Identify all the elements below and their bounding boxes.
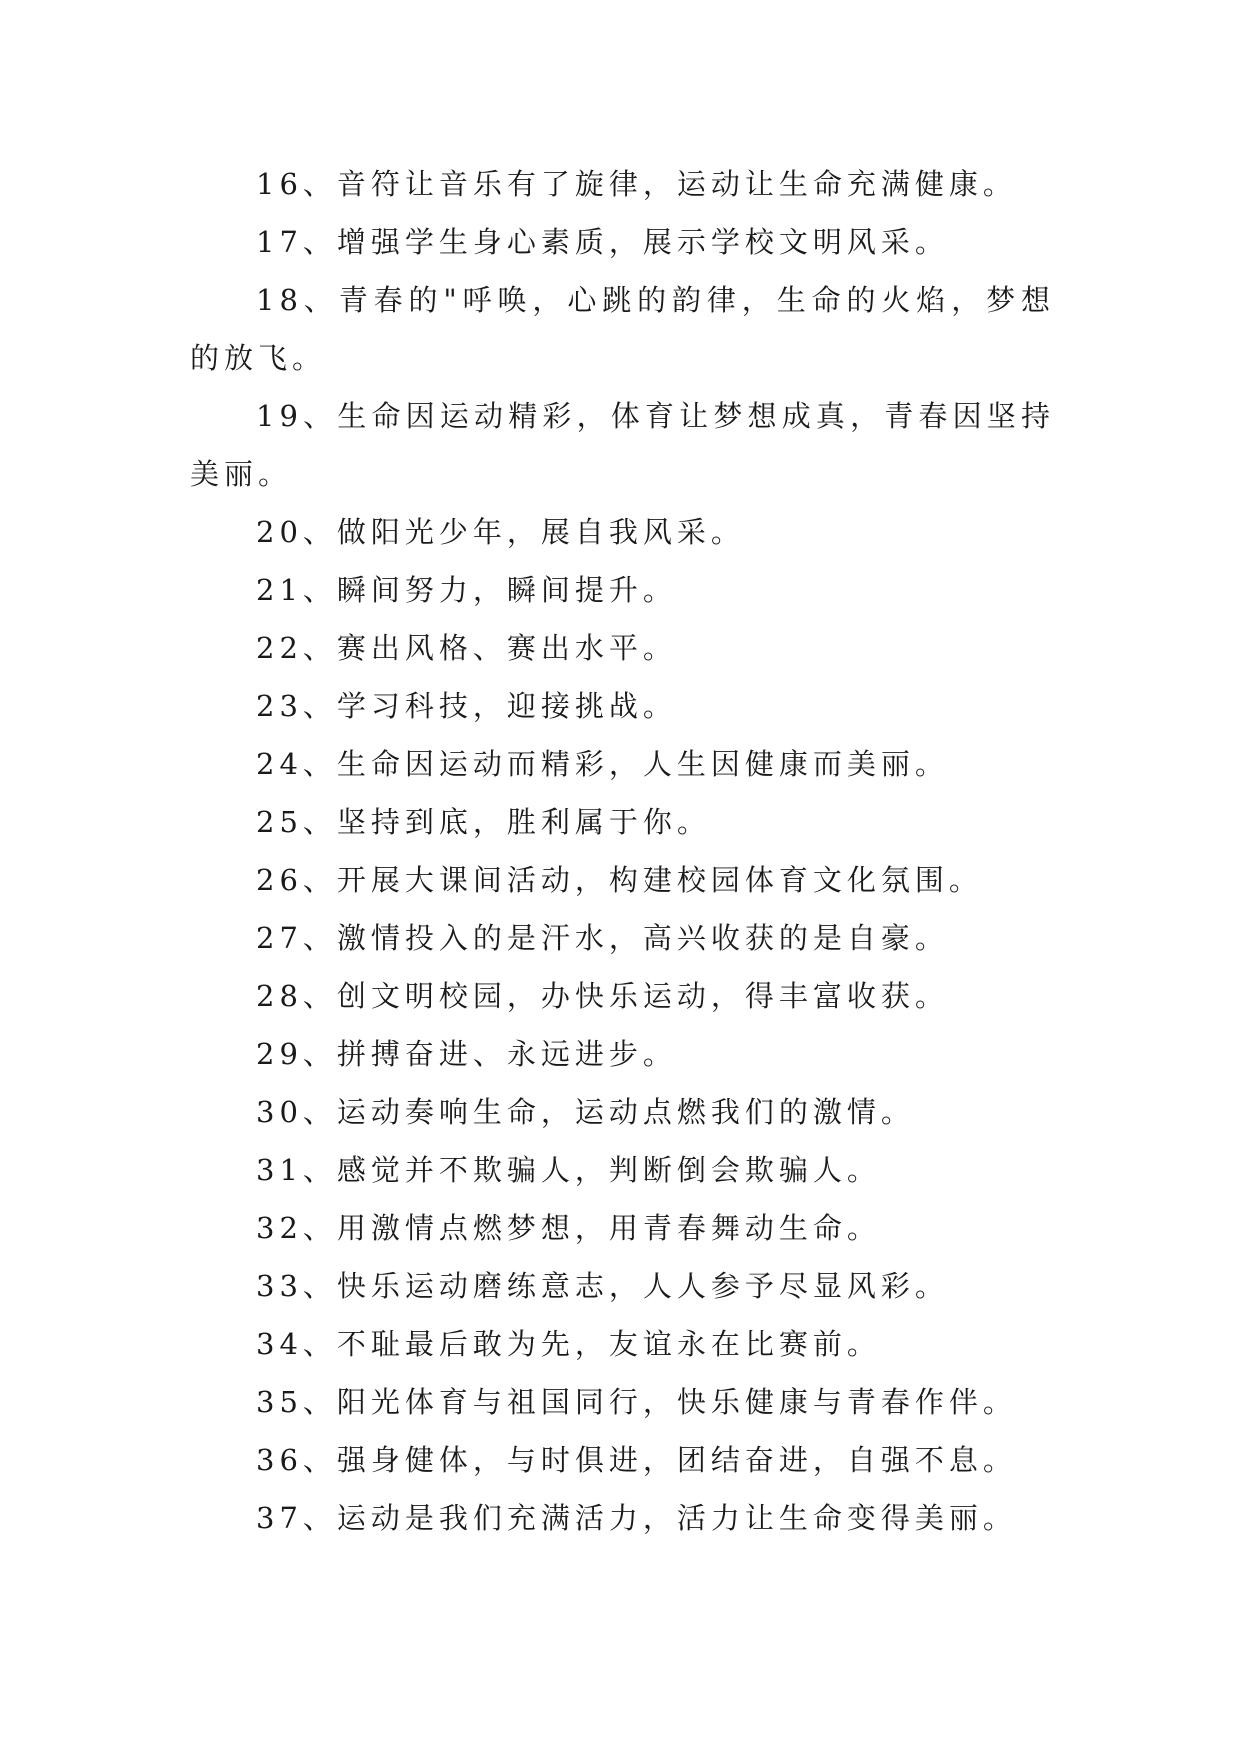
list-item: 29、拼搏奋进、永远进步。 bbox=[256, 1037, 677, 1071]
list-item: 22、赛出风格、赛出水平。 bbox=[256, 631, 677, 665]
list-item: 16、音符让音乐有了旋律，运动让生命充满健康。 bbox=[256, 167, 1017, 201]
slogan-list bbox=[190, 155, 1055, 1547]
list-item: 31、感觉并不欺骗人，判断倒会欺骗人。 bbox=[256, 1153, 881, 1187]
list-item: 30、运动奏响生命，运动点燃我们的激情。 bbox=[256, 1095, 915, 1129]
list-item: 21、瞬间努力，瞬间提升。 bbox=[256, 573, 677, 607]
list-item: 37、运动是我们充满活力，活力让生命变得美丽。 bbox=[256, 1501, 1017, 1535]
list-item: 17、增强学生身心素质，展示学校文明风采。 bbox=[256, 225, 949, 259]
list-item: 33、快乐运动磨练意志，人人参予尽显风彩。 bbox=[256, 1269, 949, 1303]
list-item: 36、强身健体，与时俱进，团结奋进，自强不息。 bbox=[256, 1443, 1017, 1477]
list-item: 25、坚持到底，胜利属于你。 bbox=[256, 805, 711, 839]
list-item: 24、生命因运动而精彩，人生因健康而美丽。 bbox=[256, 747, 949, 781]
list-item: 32、用激情点燃梦想，用青春舞动生命。 bbox=[256, 1211, 881, 1245]
list-item: 20、做阳光少年，展自我风采。 bbox=[256, 515, 745, 549]
list-item: 19、生命因运动精彩，体育让梦想成真，青春因坚持美丽。 bbox=[190, 399, 1055, 491]
list-item: 27、激情投入的是汗水，高兴收获的是自豪。 bbox=[256, 921, 949, 955]
list-item: 23、学习科技，迎接挑战。 bbox=[256, 689, 677, 723]
list-item: 35、阳光体育与祖国同行，快乐健康与青春作伴。 bbox=[256, 1385, 1017, 1419]
list-item: 34、不耻最后敢为先，友谊永在比赛前。 bbox=[256, 1327, 881, 1361]
list-item: 28、创文明校园，办快乐运动，得丰富收获。 bbox=[256, 979, 949, 1013]
list-item: 18、青春的"呼唤，心跳的韵律，生命的火焰，梦想的放飞。 bbox=[190, 283, 1055, 375]
list-item: 26、开展大课间活动，构建校园体育文化氛围。 bbox=[256, 863, 983, 897]
